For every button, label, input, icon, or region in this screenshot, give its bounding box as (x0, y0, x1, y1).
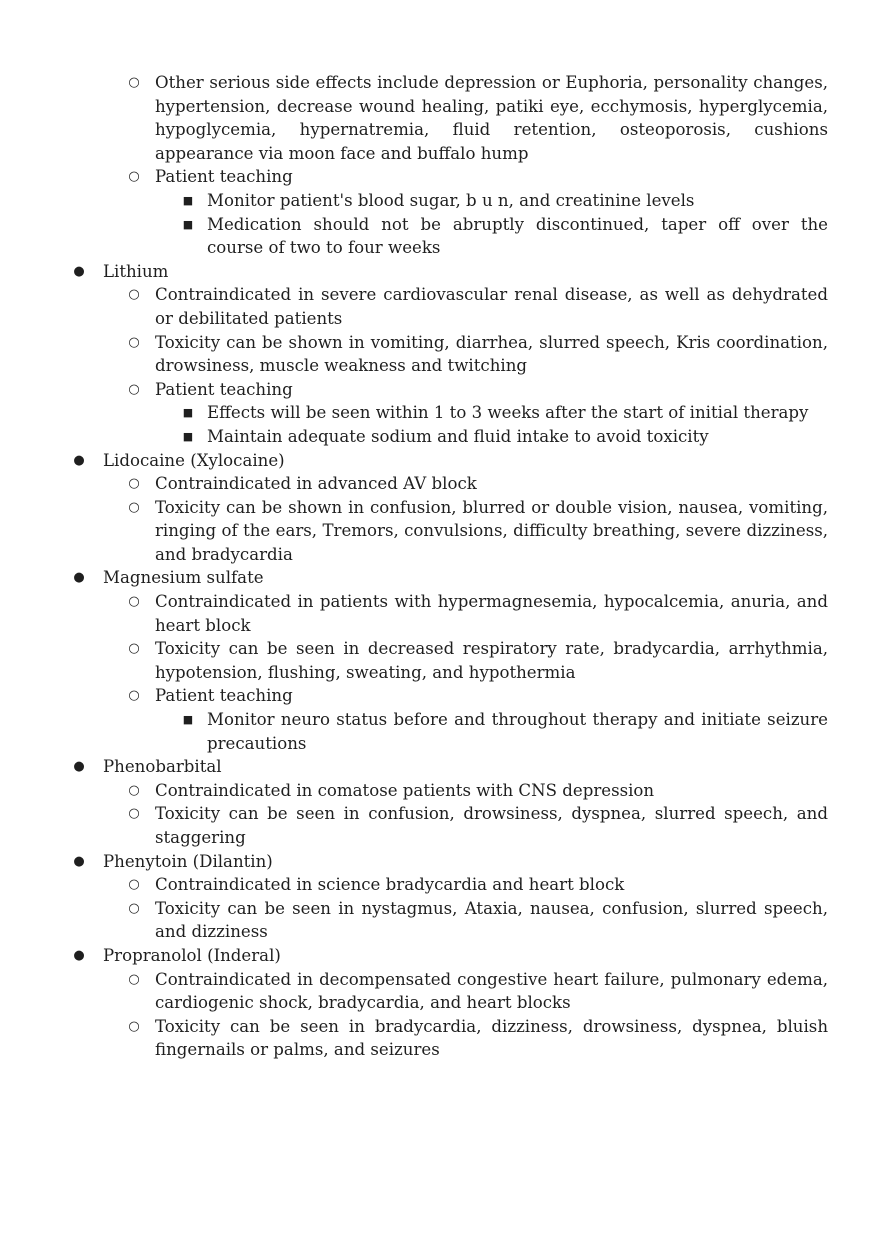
side-effects-text: Other serious side effects include depression or Euphoria, personality changes, hypertension, decrease wound healing, patiki eye, ecchymosis, hyperglycemia, hypoglycemia, hypernatremia, fluid retention, osteoporosis, cushions appearance via moon face and buffalo hump (155, 73, 828, 163)
list-item-teaching (182, 189, 828, 213)
contraindication-text: Contraindicated in advanced AV block (155, 474, 477, 494)
hollow-circle-bullet-icon: ○ (128, 75, 140, 90)
list-item-toxicity (128, 897, 828, 944)
list-item-side-effects (128, 71, 828, 165)
drug-name: Phenobarbital (103, 757, 222, 777)
teaching-label: Patient teaching (155, 379, 293, 399)
toxicity-text: Toxicity can be seen in nystagmus, Ataxia, nausea, confusion, slurred speech, and dizziness (155, 898, 828, 942)
list-item-teaching (182, 213, 828, 260)
teaching-text: Monitor neuro status before and throughout therapy and initiate seizure precautions (207, 710, 828, 753)
drug-name: Lithium (103, 261, 169, 281)
list-item-toxicity (128, 496, 828, 567)
hollow-circle-bullet-icon: ○ (128, 594, 140, 610)
hollow-circle-bullet-icon: ○ (128, 688, 140, 704)
filled-circle-bullet-icon: ● (73, 263, 85, 279)
hollow-circle-bullet-icon: ○ (128, 287, 140, 303)
list-item-teaching (182, 708, 828, 755)
hollow-circle-bullet-icon: ○ (128, 782, 140, 798)
square-bullet-icon: ■ (182, 217, 194, 231)
list-item-toxicity (128, 637, 828, 684)
toxicity-text: Toxicity can be seen in bradycardia, dizziness, drowsiness, dyspnea, bluish fingernails or palms, and seizures (155, 1016, 828, 1060)
square-bullet-icon: ■ (182, 406, 194, 420)
square-bullet-icon: ■ (182, 429, 194, 443)
list-item-teaching-label (128, 165, 828, 189)
list-item-contraindication (128, 779, 828, 803)
filled-circle-bullet-icon: ● (73, 853, 85, 869)
teaching-label: Patient teaching (155, 686, 293, 706)
teaching-label: Patient teaching (155, 167, 293, 187)
toxicity-text: Toxicity can be shown in vomiting, diarrhea, slurred speech, Kris coordination, drowsiness, muscle weakness and twitching (155, 332, 828, 376)
filled-circle-bullet-icon: ● (73, 452, 85, 468)
list-item-toxicity (128, 1015, 828, 1062)
list-item-contraindication (128, 590, 828, 637)
teaching-text: Maintain adequate sodium and fluid intake to avoid toxicity (207, 426, 709, 446)
teaching-text: Medication should not be abruptly discontinued, taper off over the course of two to four weeks (207, 214, 828, 258)
hollow-circle-bullet-icon: ○ (128, 900, 140, 916)
contraindication-text: Contraindicated in science bradycardia and heart block (155, 875, 625, 895)
square-bullet-icon: ■ (182, 193, 194, 207)
drug-heading-lidocaine (73, 449, 828, 473)
hollow-circle-bullet-icon: ○ (128, 641, 140, 657)
hollow-circle-bullet-icon: ○ (128, 499, 140, 515)
contraindication-text: Contraindicated in decompensated congestive heart failure, pulmonary edema, cardiogenic shock, bradycardia, and heart blocks (155, 969, 828, 1013)
filled-circle-bullet-icon: ● (73, 759, 85, 775)
drug-heading-phenobarbital (73, 755, 828, 779)
hollow-circle-bullet-icon: ○ (128, 877, 140, 893)
drug-name: Lidocaine (Xylocaine) (103, 450, 285, 470)
toxicity-text: Toxicity can be seen in confusion, drowsiness, dyspnea, slurred speech, and staggering (155, 804, 828, 847)
drug-heading-magnesium-sulfate (73, 566, 828, 590)
contraindication-text: Contraindicated in patients with hypermagnesemia, hypocalcemia, anuria, and heart block (155, 592, 828, 635)
contraindication-text: Contraindicated in comatose patients with CNS depression (155, 780, 655, 800)
toxicity-text: Toxicity can be shown in confusion, blurred or double vision, nausea, vomiting, ringing of the ears, Tremors, convulsions, difficulty breathing, severe dizziness, and bradycardia (155, 497, 828, 564)
list-item-contraindication (128, 472, 828, 496)
hollow-circle-bullet-icon: ○ (128, 476, 140, 492)
list-item-teaching-label (128, 684, 828, 708)
hollow-circle-bullet-icon: ○ (128, 381, 140, 397)
drug-heading-propranolol (73, 944, 828, 968)
square-bullet-icon: ■ (182, 713, 194, 727)
filled-circle-bullet-icon: ● (73, 570, 85, 586)
list-item-contraindication (128, 873, 828, 897)
list-item-toxicity (128, 802, 828, 849)
drug-notes-list (0, 71, 880, 1062)
list-item-teaching (182, 401, 828, 425)
teaching-text: Monitor patient's blood sugar, b u n, and creatinine levels (207, 190, 695, 210)
drug-heading-lithium (73, 260, 828, 284)
list-item-toxicity (128, 331, 828, 378)
filled-circle-bullet-icon: ● (73, 947, 85, 963)
drug-heading-phenytoin (73, 850, 828, 874)
drug-name: Propranolol (Inderal) (103, 945, 281, 965)
contraindication-text: Contraindicated in severe cardiovascular renal disease, as well as dehydrated or debilitated patients (155, 285, 828, 328)
hollow-circle-bullet-icon: ○ (128, 169, 140, 185)
toxicity-text: Toxicity can be seen in decreased respiratory rate, bradycardia, arrhythmia, hypotension, flushing, sweating, and hypothermia (155, 639, 828, 682)
drug-name: Phenytoin (Dilantin) (103, 851, 273, 871)
list-item-teaching-label (128, 378, 828, 402)
list-item-contraindication (128, 968, 828, 1015)
hollow-circle-bullet-icon: ○ (128, 1018, 140, 1034)
drug-name: Magnesium sulfate (103, 568, 264, 588)
hollow-circle-bullet-icon: ○ (128, 334, 140, 350)
teaching-text: Effects will be seen within 1 to 3 weeks after the start of initial therapy (207, 403, 809, 423)
list-item-contraindication (128, 283, 828, 330)
list-item-teaching (182, 425, 828, 449)
hollow-circle-bullet-icon: ○ (128, 971, 140, 987)
hollow-circle-bullet-icon: ○ (128, 806, 140, 822)
